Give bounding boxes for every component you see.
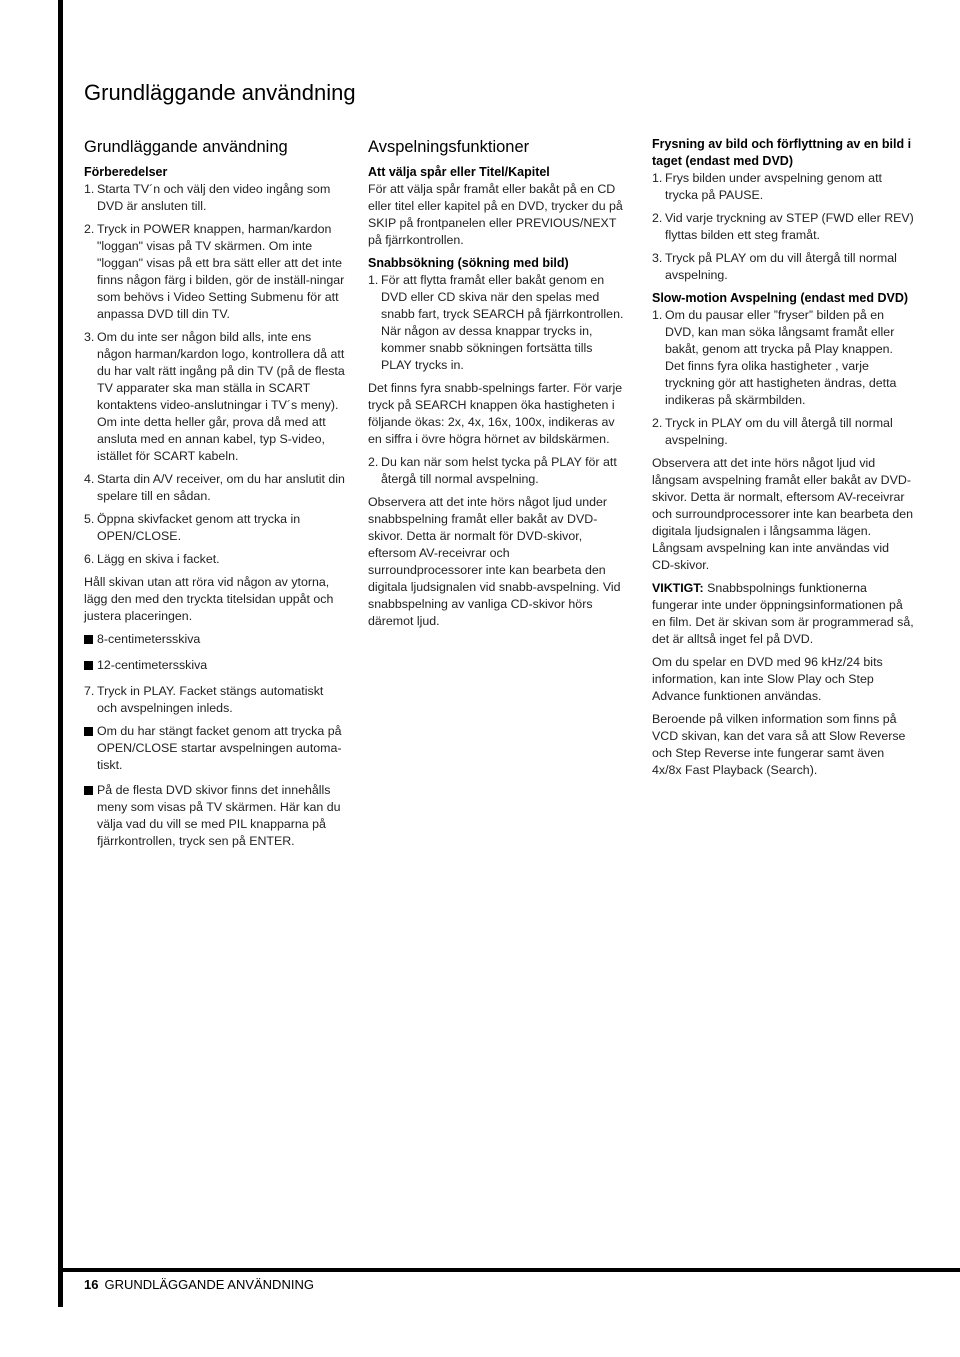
step-item: 6. Lägg en skiva i facket.	[84, 552, 220, 566]
column-3	[652, 136, 914, 785]
paragraph: Observera att det inte hörs något ljud under snabbspelning framåt eller bakåt av DVD-skivor. Detta är normalt för DVD-skivor, eftersom AV-receivrar och surroundprocessorer inte kan bearbeta den digitala ljudsignalen vid snabb-avspelning. Vid snabbspelning av vanliga CD-skivor hörs däremot ljud.	[368, 495, 621, 628]
square-bullet-icon	[84, 727, 93, 736]
square-bullet-icon	[84, 635, 93, 644]
subheading-freeze-frame: Frysning av bild och förflyttning av en bild i taget (endast med DVD)	[652, 137, 912, 168]
subheading-preparations: Förberedelser	[84, 165, 168, 179]
paragraph: Det finns fyra snabb-spelnings farter. För varje tryck på SEARCH knappen öka hastigheten i följande ökas: 2x, 4x, 16x, 100x, indikeras av en siffra i övre högra hörnet av bildskärmen.	[368, 381, 623, 446]
subheading-track-select: Att välja spår eller Titel/Kapitel	[368, 165, 550, 179]
step-item: 2. Tryck in POWER knappen, harman/kardon "loggan" visas på TV skärmen. Om inte "loggan" visas på ett bra sätt eller att det inte finns någon färg i bilden, gör de inställ-ningar som behövs i Video Setting Submenu för att anpassa DVD till din TV.	[84, 222, 345, 321]
step-item: 5. Öppna skivfacket genom att trycka in OPEN/CLOSE.	[84, 512, 301, 543]
step-item: 3. Tryck på PLAY om du vill återgå till normal avspelning.	[652, 251, 897, 282]
footer-rule	[58, 1268, 960, 1272]
subheading-fast-search: Snabbsökning (sökning med bild)	[368, 256, 569, 270]
paragraph: För att välja spår framåt eller bakåt på en CD eller titel eller kapitel på en DVD, trycker du på SKIP på frontpanelen eller PREVIOUS/NEXT på fjärrkontrollen.	[368, 182, 623, 247]
paragraph: Observera att det inte hörs något ljud vid långsam avspelning framåt eller bakåt av DVD-skivor. Detta är normalt, eftersom AV-receivrar och surroundprocessorer inte kan bearbeta den digitala ljudsignalen i långsamma lägen. Långsam avspelning kan inte användas vid CD-skivor.	[652, 456, 914, 572]
bullet-item: På de flesta DVD skivor finns det innehålls meny som visas på TV skärmen. Här kan du välja vad du vill se med PIL knapparna på fjärrkontrollen, tryck sen på ENTER.	[84, 782, 346, 850]
paragraph: Om du spelar en DVD med 96 kHz/24 bits information, kan inte Slow Play och Step Advance funktionen användas.	[652, 655, 883, 703]
bullet-item: 8-centimetersskiva	[84, 631, 346, 649]
left-margin-rule	[58, 0, 63, 1307]
step-item: 2. Vid varje tryckning av STEP (FWD eller REV) flyttas bilden ett steg framåt.	[652, 211, 914, 242]
column-2	[368, 136, 626, 636]
important-note	[652, 580, 914, 648]
important-text: Snabbspolnings funktionerna fungerar inte under öppningsinformationen på en film. Det är skivan som är programmerad så, det är alltså inget fel på DVD.	[652, 581, 914, 646]
important-label: VIKTIGT:	[652, 581, 704, 595]
footer-section-title: GRUNDLÄGGANDE ANVÄNDNING	[104, 1277, 314, 1292]
section-title: Grundläggande användning	[84, 138, 288, 156]
step-item: 4. Starta din A/V receiver, om du har anslutit din spelare till en sådan.	[84, 472, 345, 503]
page-number: 16	[84, 1277, 99, 1292]
subheading-slow-motion: Slow-motion Avspelning (endast med DVD)	[652, 291, 909, 305]
step-item: 3. Om du inte ser någon bild alls, inte ens någon harman/kardon logo, kontrollera då att du har valt rätt ingång på din TV (på de flesta TV apparater ska man ställa in SCART kontaktens video-anslutningar i TV´s meny). Om inte detta heller går, prova då med att ansluta med en annan kabel, typ S-video, istället för SCART kabeln.	[84, 330, 345, 463]
column-1	[84, 136, 346, 858]
page-header: Grundläggande användning	[84, 80, 356, 105]
bullet-item: Om du har stängt facket genom att trycka på OPEN/CLOSE startar avspelningen automa-tiskt.	[84, 723, 346, 774]
step-item: 1. Frys bilden under avspelning genom att trycka på PAUSE.	[652, 171, 882, 202]
section-title: Avspelningsfunktioner	[368, 138, 530, 156]
step-item: 1. Om du pausar eller ”fryser” bilden på en DVD, kan man söka långsamt framåt eller bakåt, genom att trycka på Play knappen. Det finns fyra olika hastigheter , varje tryckning gör att hastigheten ändras, detta indikeras på skärmbilden.	[652, 308, 897, 407]
step-item: 7. Tryck in PLAY. Facket stängs automatiskt och avspelningen inleds.	[84, 684, 324, 715]
square-bullet-icon	[84, 786, 93, 795]
paragraph: Håll skivan utan att röra vid någon av ytorna, lägg den med den tryckta titelsidan uppåt och justera placeringen.	[84, 575, 334, 623]
step-item: 2. Du kan när som helst tycka på PLAY för att återgå till normal avspelning.	[368, 455, 617, 486]
step-item: 1. För att flytta framåt eller bakåt genom en DVD eller CD skiva när den spelas med snabb fart, tryck SEARCH på fjärrkontrollen. När någon av dessa knappar trycks in, kommer snabb sökningen fortsätta tills PLAY trycks in.	[368, 273, 624, 372]
paragraph: Beroende på vilken information som finns på VCD skivan, kan det vara så att Slow Reverse och Step Reverse inte fungerar samt även 4x/8x Fast Playback (Search).	[652, 712, 906, 777]
square-bullet-icon	[84, 661, 93, 670]
bullet-item: 12-centimetersskiva	[84, 657, 346, 675]
step-item: 2. Tryck in PLAY om du vill återgå till normal avspelning.	[652, 416, 893, 447]
step-item: 1. Starta TV´n och välj den video ingång som DVD är ansluten till.	[84, 182, 331, 213]
page-footer	[84, 1277, 314, 1292]
